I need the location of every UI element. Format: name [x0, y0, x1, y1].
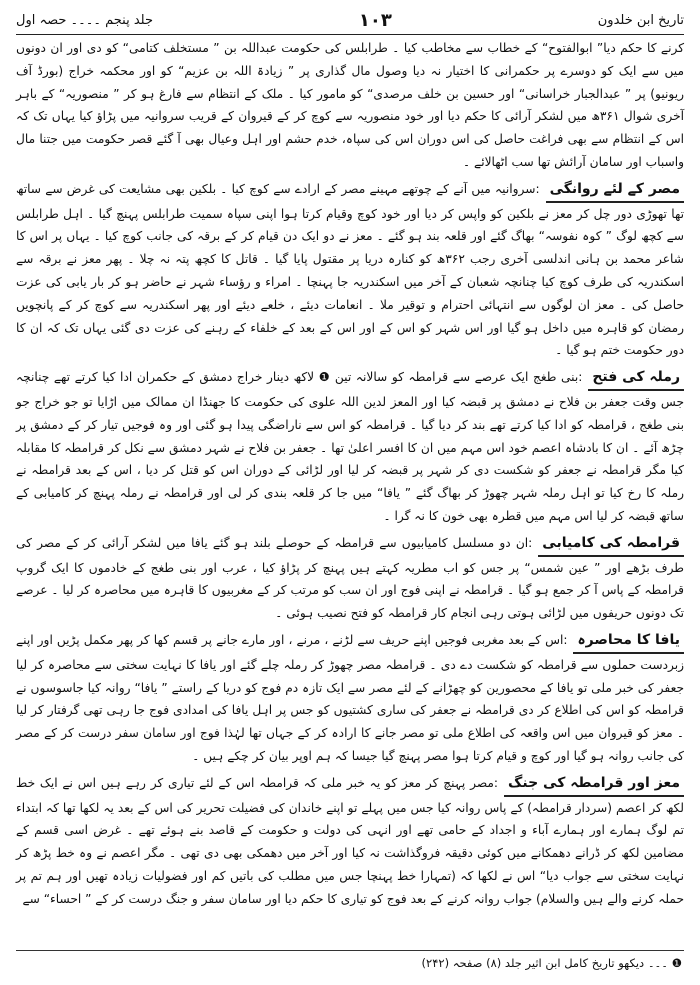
section-heading: یافا کا محاصرہ: [573, 629, 684, 654]
section-heading: رملہ کی فتح: [588, 366, 684, 391]
page-number: ۱۰۳: [358, 9, 392, 31]
section-heading: معز اور قرامطہ کی جنگ: [504, 772, 684, 797]
section-paragraph: [16, 772, 684, 911]
section-paragraph: [16, 532, 684, 625]
intro-paragraph: کرنے کا حکم دیا” ابوالفتوح“ کے خطاب سے مخاطب کیا ۔ طرابلس کی حکومت عبداللہ بن ” مستخلف کتامی“ کو دی اور ان دونوں میں سے ایک کو دوسرے پر حکمرانی کا اختیار نہ دیا وصول مال گذاری پر ” زیادۃ اللہ بن عزیم“ کو اور محکمہ خراج (بورڈ آف ریونیو) پر ” عبدالجبار خراسانی“ اور حسین بن خلف مرصدی“ کو مامور کیا ۔ ملک کے انتظام سے فارغ ہو کر ” منصوریہ“ کے باہر آخری شوال ۳۶۱ھ میں لشکر آرائی کا حکم دیا اور خود منصوریہ سے کوچ کر کے قیروان کے قریب سروانیہ میں پڑاؤ کیا یہاں تک کہ اس کے انتظام سے بھی فراغت حاصل کی اس دوران اس کی سپاہ، خدم حشم اور اہل وعیال بھی آ گئے قصر حکومت میں جتنا مال واسباب اور سامان آرائش تھا سب اٹھالائے ۔: [16, 41, 684, 169]
section-paragraph: [16, 629, 684, 768]
section-heading: قرامطہ کی کامیابی: [538, 532, 684, 557]
section-paragraph: [16, 178, 684, 362]
section-paragraph: [16, 366, 684, 528]
section-text: :ان دو مسلسل کامیابیوں سے قرامطہ کے حوصلے بلند ہو گئے یافا میں لشکر آرائی کر کے مصر کی طرف بڑھے اور ” عین شمس“ پر جس کو اب مطریہ کہتے ہیں پہنچ کر پڑاؤ کیا ، عرب اور بنی طغج کے خادموں کا ایک گروپ قرامطہ کے پاس آ کر جمع ہو گیا ۔ قرامطہ نے اپنی فوج اور ان سب کو مرتب کر کے مغربیوں کا قاہرہ میں محاصرہ کر لیا ۔ عرصے تک دونوں حریفوں میں لڑائی ہوتی رہی انجام کار قرامطہ کو فتح نصیب ہوئی ۔: [16, 535, 684, 621]
section-text: :اس کے بعد مغربی فوجیں اپنے حریف سے لڑنے ، مرنے ، اور مارے جانے پر قسم کھا کر پھر مکمل پڑیں اور اپنے زبردست حملوں سے قرامطہ کو شکست دے دی ۔ قرامطہ مصر چھوڑ کر رملہ چلے گئے اور یافا کا نہایت سختی سے محاصرہ کر لیا جعفر کی خبر ملی تو یافا کے محصورین کو چھڑانے کے لئے مصر سے ایک تازہ دم فوج کو دریا کے راستے ” یافا“ روانہ کیا جاسوسوں نے قرامطہ کو اس کی اطلاع کر دی قرامطہ نے جعفر کی ساری کشتیوں کو جس پر اہل یافا کی امدادی فوج جا رہی تھی گرفتار کر لیا ۔ معز کو قیروان میں اس واقعہ کی اطلاع ملی تو مصر جانے کا ارادہ کر کے جہاں تھا لہٰذا فوج اور سامان سفر درست کر کے مصر کی جانب روانہ ہو گیا اور کوچ و قیام کرتا ہوا مصر پہنچ گیا جیسا کہ ہم اوپر بیان کر چکے ہیں ۔: [16, 632, 684, 763]
section-text: :سروانیہ میں آنے کے چوتھے مہینے مصر کے ارادے سے کوچ کیا ۔ بلکین بھی مشایعت کی غرض سے ساتھ تھا تھوڑی دور چل کر معز نے بلکین کو واپس کر دیا اور خود کوچ وقیام کرتا ہوا اپنی سپاہ سمیت طرابلس پہنچ گیا ۔ اہل طرابلس سے کچھ لوگ ” کوہ نفوسہ“ بھاگ گئے اور قلعہ بند ہو گئے ۔ معز نے دو ایک دن قیام کر کے برقہ کی جانب کوچ کیا ۔ یہاں پر اس کا شاعر محمد بن ہانی اندلسی آخری رجب ۳۶۲ھ کو کنارہ دریا پر مقتول پایا گیا ۔ قاتل کا کچھ پتہ نہ چلا ۔ پھر معز نے برقہ سے اسکندریہ کی طرف کوچ کیا چنانچہ شعبان کے آخر میں اسکندریہ جا پہنچا ۔ امراء و رؤساء شہر نے حاضر ہو کر بار یابی کی عزت حاصل کی ۔ معز ان لوگوں سے انتہائی احترام و توقیر ملا ۔ انعامات دیئے ، خلعے دیئے اور پھر اسکندریہ سے کوچ کر کے پانچویں رمضان کو قاہرہ میں داخل ہو گیا اور اس شہر کو اس کے اور اس کے بعد کے خلفاء کے رہنے کی عزت دی گئی یہاں تک کہ ان کا دور حکومت ختم ہو گیا ۔: [16, 181, 684, 358]
section-heading: مصر کے لئے روانگی: [546, 178, 684, 203]
book-title: تاریخ ابن خلدون: [597, 12, 684, 28]
footnote: ❶ ۔۔۔ دیکھو تاریخ کامل ابن اثیر جلد (۸) صفحہ (۲۴۲): [421, 956, 682, 970]
section-text: :مصر پہنچ کر معز کو یہ خبر ملی کہ قرامطہ اس کے لئے تیاری کر رہے ہیں اس نے ایک خط لکھ کر اعصم (سردار قرامطہ) کے پاس روانہ کیا جس میں پہلے تو اپنے خاندان کی فضیلت تحریر کی اس کے بعد یہ لکھا تھا کہ ابتداء تم لوگ ہمارے اور ہمارے آباء و اجداد کے حامی تھے اور انہی کی دولت و حکومت کے قاصد بنے ہوئے تھے ۔ غرض اسی قسم کے مضامین لکھ کر ڈرانے دھمکانے میں کوئی دقیقہ فروگذاشت نہ کیا اور آخر میں دھمکی بھی دی تھی ۔ مگر اعصم نے وہ خط پڑھ کر نہایت سختی سے جواب دیا“ اس نے لکھا کہ (تمہارا خط پہنچا جس میں مطلب کی باتیں کم اور فضولیات زیادہ تھیں اور ہم تم پر حملہ کرنے والے ہیں والسلام) جواب روانہ کرنے کے بعد فوج کو تیاری کا حکم دیا اور سامان سفر و جنگ درست کر کے ” احساء“ سے: [16, 775, 684, 906]
section-text: :بنی طغج ایک عرصے سے قرامطہ کو سالانہ تین ❶ لاکھ دینار خراج دمشق کے حکمران ادا کیا کرتے تھے چنانچہ جس وقت جعفر بن فلاح نے دمشق پر قبضہ کیا اور المعز لدین اللہ علوی کی حکومت کا جھنڈا ان ممالک میں اڑایا تو جو خراج جو بنی طغج ، قرامطہ کو ادا کیا کرتے تھے بند کر دیا گیا ۔ قرامطہ کو اس سے ناراضگی پیدا ہو گئی اور وہ فوجیں تیار کر کے دمشق پر چڑھ آئے ۔ ان کا بادشاہ اعصم خود اس مہم میں ان کا افسر اعلیٰ تھا ۔ جعفر بن فلاح نے شہر دمشق سے نکل کر قرامطہ کا مقابلہ کیا مگر قرامطہ نے جعفر کو شکست دی کر شہر پر قبضہ کر لیا اور لڑائی کے دوران اس کو قتل کر دیا ، اس کے بعد قرامطہ نے رملہ کا رخ کیا تو اہل رملہ شہر چھوڑ کر بھاگ گئے ” یافا“ میں جا کر قلعہ بندی کر لی اور قرامطہ نے رملہ پہنچ کر کامیابی کے ساتھ قبضہ کر لیا اس مہم میں قطرہ بھی خون کا نہ گرا ۔: [16, 370, 684, 523]
footnote-divider: [16, 950, 684, 951]
page-header: [16, 6, 684, 35]
page-body: [16, 37, 684, 910]
volume-label: جلد پنجم ۔۔۔۔ حصہ اول: [16, 12, 154, 28]
